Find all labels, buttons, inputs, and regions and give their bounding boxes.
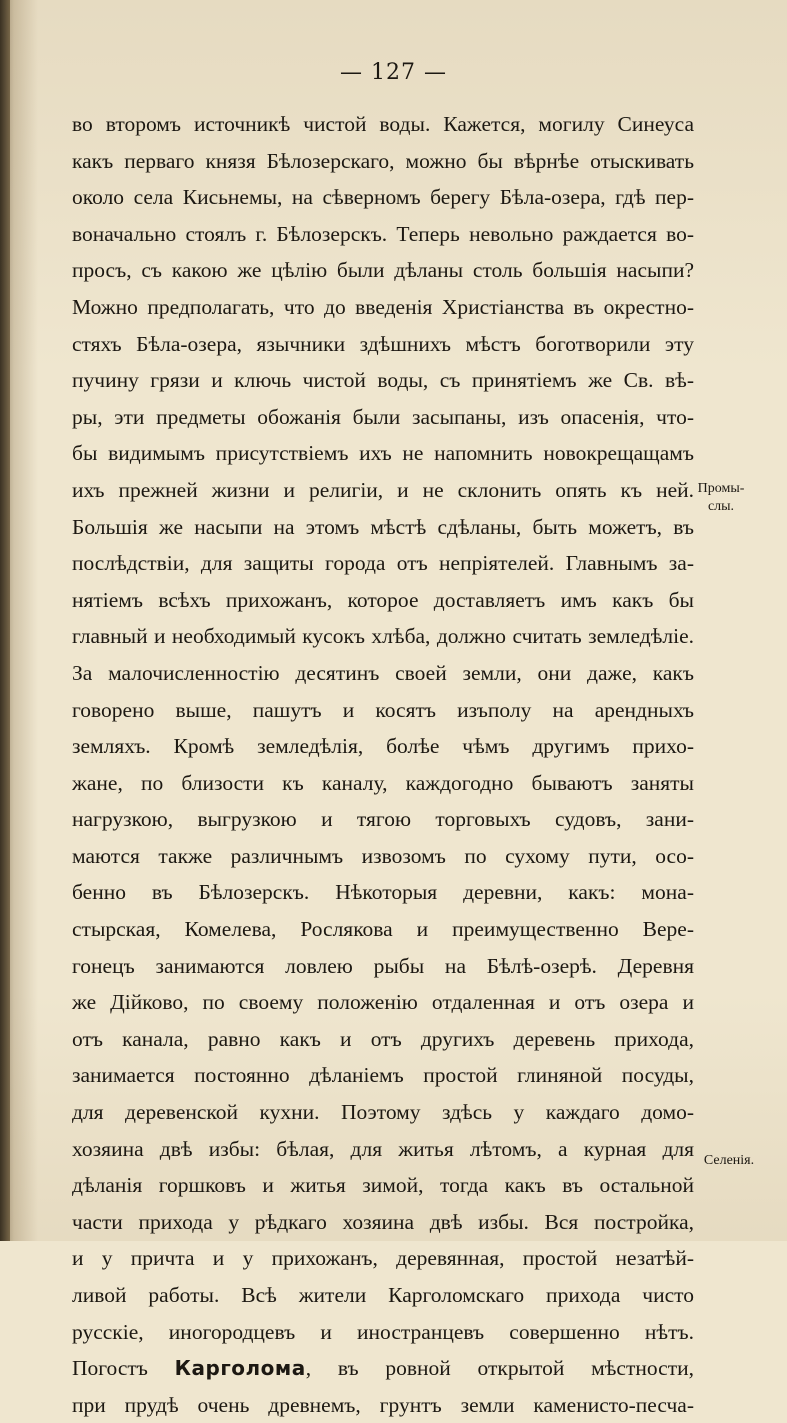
text-line: дѣланія горшковъ и житья зимой, тогда какъ въ остальной [72,1173,694,1198]
margin-note-promysly [695,480,747,516]
text-line: За малочисленностію десятинъ своей земли, они даже, какъ [72,660,694,685]
text-line: русскіе, иногородцевъ и иностранцевъ совершенно нѣтъ. [72,1319,694,1344]
text-line: хозяина двѣ избы: бѣлая, для житья лѣтомъ, а курная для [72,1136,694,1161]
text-line: земляхъ. Кромѣ земледѣлія, болѣе чѣмъ другимъ прихо- [72,734,694,759]
text-line: говорено выше, пашутъ и косятъ изъполу на арендныхъ [72,697,694,722]
book-spine [0,0,10,1241]
text-line: около села Кисьнемы, на сѣверномъ берегу Бѣла-озера, гдѣ пер- [72,185,694,210]
text-line: стырская, Комелева, Рослякова и преимущественно Вере- [72,917,694,942]
text-line: стяхъ Бѣла-озера, язычники здѣшнихъ мѣстъ боготворили эту [72,331,694,356]
text-line: Можно предполагать, что до введенія Христіанства въ окрестно- [72,294,694,319]
text-line: пучину грязи и ключь чистой воды, съ принятіемъ же Св. вѣ- [72,368,694,393]
text-line: бы видимымъ присутствіемъ ихъ не напомнить новокрещащамъ [72,441,694,466]
text-line: ливой работы. Всѣ жители Карголомскаго прихода чисто [72,1283,694,1307]
text-line: воначально стоялъ г. Бѣлозерскъ. Теперь невольно раждается во- [72,221,694,246]
text-line: нагрузкою, выгрузкою и тягою торговыхъ судовъ, зани- [72,807,694,832]
body-text [72,106,694,1423]
text-line: и у причта и у прихожанъ, деревянная, простой незатѣй- [72,1246,694,1271]
text-line: же Дійково, по своему положенію отдаленная и отъ озера и [72,990,694,1015]
line-suffix: , въ ровной открытой мѣстности, [305,1356,694,1381]
text-line: нятіемъ всѣхъ прихожанъ, которое доставляетъ имъ какъ бы [72,587,694,612]
text-line: какъ перваго князя Бѣлозерскаго, можно бы вѣрнѣе отыскивать [72,148,694,173]
page-number: — 127 — [340,60,447,85]
text-line: занимается постоянно дѣланіемъ простой глиняной посуды, [72,1063,694,1088]
text-line: ихъ прежней жизни и религіи, и не склонить опять къ ней. [72,477,694,502]
line-prefix: Погостъ [72,1356,175,1381]
text-line: главный и необходимый кусокъ хлѣба, должно считать земледѣліе. [72,624,694,649]
place-name-karguloma: Карголома [174,1356,306,1381]
text-line: гонецъ занимаются ловлею рыбы на Бѣлѣ-озерѣ. Деревня [72,953,694,978]
text-line: послѣдствіи, для защиты города отъ непріятелей. Главнымъ за- [72,551,694,576]
text-line: части прихода у рѣдкаго хозяина двѣ избы. Вся постройка, [72,1209,694,1234]
margin-note-selenia [697,1152,761,1170]
text-line: жане, по близости къ каналу, каждогодно бываютъ заняты [72,770,694,795]
text-line: бенно въ Бѣлозерскъ. Нѣкоторыя деревни, какъ: мона- [72,880,694,905]
text-line-with-emphasis [72,1350,694,1387]
text-line: маются также различнымъ извозомъ по сухому пути, осо- [72,843,694,868]
margin-note-text: Селенія. [703,1153,755,1168]
text-line: при прудѣ очень древнемъ, грунтъ земли каменисто-песча- [72,1392,694,1417]
text-line: отъ канала, равно какъ и отъ другихъ деревень прихода, [72,1026,694,1051]
text-line: ры, эти предметы обожанія были засыпаны, изъ опасенія, что- [72,404,694,429]
text-line: просъ, съ какою же цѣлію были дѣланы столь большія насыпи? [72,258,694,283]
text-line: Большія же насыпи на этомъ мѣстѣ сдѣланы, быть можетъ, въ [72,514,694,539]
margin-note-text: Промы- слы. [697,481,745,514]
text-line: для деревенской кухни. Поэтому здѣсь у каждаго домо- [72,1100,694,1125]
text-line: во второмъ источникѣ чистой воды. Кажется, могилу Синеуса [72,112,694,136]
